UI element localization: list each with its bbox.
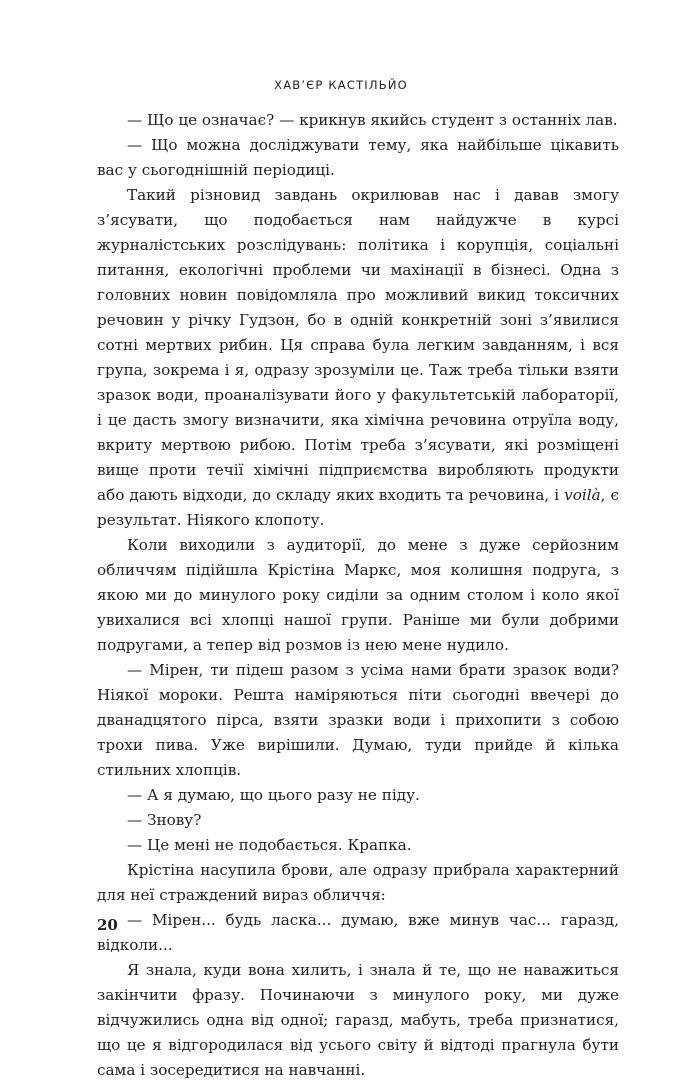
paragraph: Крістіна насупила брови, але одразу прибрала характерний для неї страждений вираз обличчя: [97, 861, 619, 904]
italic-word: voilà [564, 486, 601, 504]
page-number: 20 [97, 916, 118, 934]
paragraph-text-end: , є результат. Ніякого клопоту. [97, 486, 619, 529]
paragraph: — Мірен, ти підеш разом з усіма нами брати зразок води? Ніякої мороки. Решта наміряються піти сьогодні ввечері до дванадцятого пірса, взяти зразки води і прихопити з собою трохи пива. Уже вирішили. Думаю, туди прийде й кілька стильних хлопців. [97, 661, 619, 779]
paragraph: — Це мені не подобається. Крапка. [127, 836, 412, 854]
paragraph-text: Такий різновид завдань окрилював нас і давав змогу з’ясувати, що подобається нам найдужче в курсі журналістських розслідувань: політика і корупція, соціальні питання, екологічні проблеми чи махінації в бізнесі. Одна з головних новин повідомляла про можливий викид токсичних речовин у річку Гудзон, бо в одній конкретній зоні з’явилися сотні мертвих рибин. Ця справа була легким завданням, і вся група, зокрема і я, одразу зрозуміли це. Таж треба тільки взяти зразок води, проаналізувати його у факультетській лабораторії, і це дасть змогу визначити, яка хімічна речовина отруїла воду, вкриту мертвою рибою. Потім треба з’ясувати, які розміщені вище проти течії хімічні підприємства виробляють продукти або дають відходи, до складу яких входить та речовина, і [97, 186, 619, 504]
paragraph: — Що це означає? — крикнув якийсь студент з останніх лав. [127, 111, 618, 129]
paragraph: — Що можна досліджувати тему, яка найбільше цікавить вас у сьогоднішній періодиці. [97, 136, 619, 179]
paragraph [97, 183, 619, 533]
paragraph: — А я думаю, що цього разу не піду. [127, 786, 420, 804]
paragraph: Коли виходили з аудиторії, до мене з дуже серйозним обличчям підійшла Крістіна Маркс, моя колишня подруга, з якою ми до минулого року сиділи за одним столом і коло якої увихалися всі хлопці нашої групи. Раніше ми були добрими подругами, а тепер від розмов із нею мене нудило. [97, 536, 619, 654]
paragraph: — Мірен... будь ласка... думаю, вже минув час... гаразд, відколи... [97, 911, 619, 954]
body-text [97, 108, 619, 1083]
paragraph: — Знову? [127, 811, 202, 829]
paragraph: Я знала, куди вона хилить, і знала й те, що не наважиться закінчити фразу. Починаючи з минулого року, ми дуже відчужились одна від одної; гаразд, мабуть, треба признатися, що це я відгородилася від усього світу й відтоді прагнула бути сама і зосередитися на навчанні. [97, 961, 619, 1079]
running-head: ХАВ’ЄР КАСТІЛЬЙО [274, 78, 408, 92]
